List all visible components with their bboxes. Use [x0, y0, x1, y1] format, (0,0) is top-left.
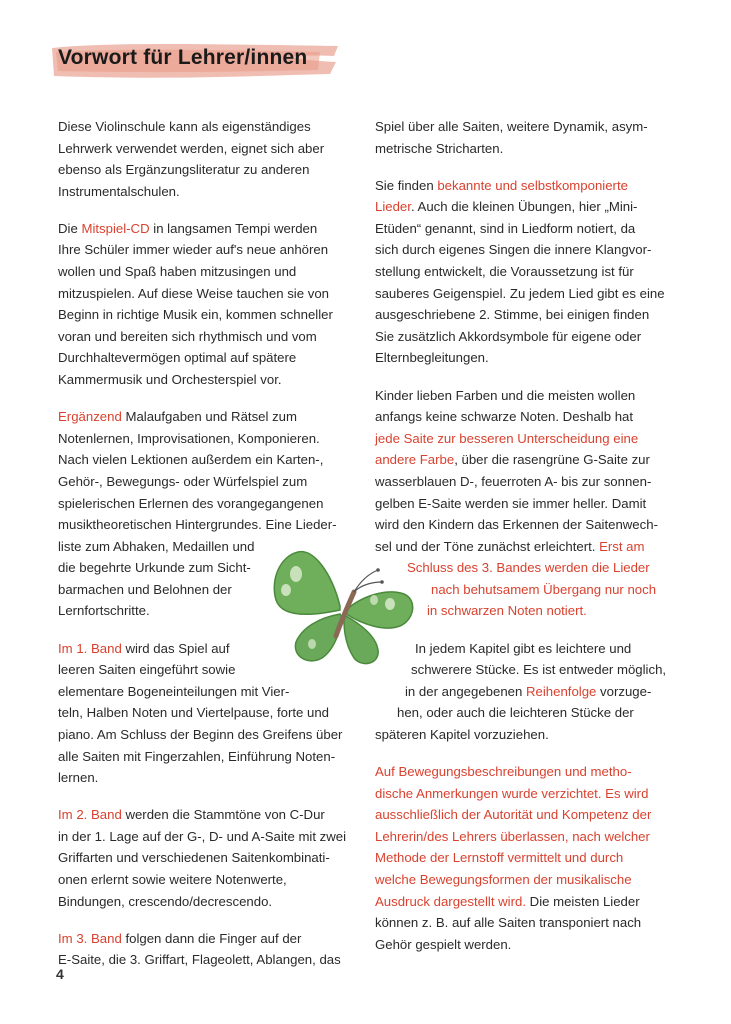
highlight-erst-am: Erst am [599, 538, 645, 554]
highlight-andere-farbe: andere Farbe [375, 452, 455, 468]
highlight-band-2: Im 2. Band [58, 807, 122, 823]
paragraph-cd: Die Mitspiel-CD in langsamen Tempi werden Ihre Schüler immer wieder auf's neue anhören wollen und Spaß haben mitzusingen und mitzuspielen. Auf diese Weise tauchen sie von Beginn in richtige Musik ein, kommen schneller voran und bereiten sich rhythmisch und vom Durchhaltevermögen optimal auf spätere Kammermusik und Orchesterspiel vor. [58, 220, 333, 388]
highlight-ergaenzend: Ergänzend [58, 409, 122, 425]
highlight-bekannte: bekannte und selbstkomponierte [437, 177, 628, 193]
paragraph-kapitel: In jedem Kapitel gibt es leichtere und schwerere Stücke. Es ist entweder möglich, in der angegebenen Reihenfolge vorzuge- hen, oder auch die leichteren Stücke der späteren Kapitel vorzuziehen. [375, 640, 667, 742]
butterfly-illustration [262, 544, 422, 672]
highlight-band-3: Im 3. Band [58, 930, 122, 946]
page-number: 4 [56, 966, 64, 982]
paragraph-farben: Kinder lieben Farben und die meisten wollen anfangs keine schwarze Noten. Deshalb hat jede Saite zur besseren Unterscheidung eine andere Farbe, über die rasengrüne G-Saite zur wasserblauen D-, feuerroten A- bis zur sonnen- gelben E-Saite werden sie immer heller. Damit wird den Kindern das Erkennen der Saitenwech- sel und der Töne zunächst erleichtert. Erst am Schluss des 3. Bandes werden die Lieder nach behutsamem Übergang nur noch in schwarzen Noten notiert. [375, 385, 675, 623]
paragraph-continuation: Spiel über alle Saiten, weitere Dynamik, asym- metrische Stricharten. [375, 119, 648, 156]
page-title: Vorwort für Lehrer/innen [58, 46, 308, 69]
paragraph-bewegung: Auf Bewegungsbeschreibungen und metho- dische Anmerkungen wurde verzichtet. Es wird ausschließlich der Autorität und Kompetenz der Lehrerin/des Lehrers überlassen, nach welcher Methode der Lernstoff vermittelt und durch welche Bewegungsformen der musikalische Ausdruck dargestellt wird. Die meisten Lieder können z. B. auf alle Saiten transponiert nach Gehör gespielt werden. [375, 764, 652, 952]
title-block [50, 40, 340, 82]
paragraph-lieder: Sie finden bekannte und selbstkomponierte Lieder. Auch die kleinen Übungen, hier „Mini- Etüden“ genannt, sind in Liedform notiert, da sich durch eigenes Singen die innere Klangvor- stellung entwickelt, die Voraussetzung ist für sauberes Geigenspiel. Zu jedem Lied gibt es eine ausgeschriebene 2. Stimme, bei einigen finden Sie zusätzlich Akkordsymbole für eigene oder Elternbegleitungen. [375, 177, 665, 366]
highlight-mitspiel-cd: Mitspiel-CD [81, 220, 150, 236]
highlight-lieder: Lieder [375, 199, 411, 215]
paragraph-band-3: Im 3. Band folgen dann die Finger auf der E-Saite, die 3. Griffart, Flageolett, Ablangen, das [58, 930, 341, 968]
highlight-reihenfolge: Reihenfolge [526, 683, 597, 699]
paragraph-band-2: Im 2. Band werden die Stammtöne von C-Dur in der 1. Lage auf der G-, D- und A-Saite mit zwei Griffarten und verschiedenen Saitenkombinati- onen erlernt sowie weitere Notenwerte, Bindungen, crescendo/decrescendo. [58, 807, 347, 909]
paragraph-band-1: Im 1. Band wird das Spiel auf leeren Saiten eingeführt sowie elementare Bogeneinteilungen mit Vier- teln, Halben Noten und Viertelpause, forte und piano. Am Schluss der Beginn des Greifens über alle Saiten mit Fingerzahlen, Einführung Noten- lernen. [58, 640, 343, 786]
paragraph-intro: Diese Violinschule kann als eigenständiges Lehrwerk verwendet werden, eignet sich aber ebenso als Ergänzungsliteratur zu anderen Instrumentalschulen. [58, 119, 325, 199]
paragraph-ergaenzend: Ergänzend Malaufgaben und Rätsel zum Notenlernen, Improvisationen, Komponieren. Nach vielen Lektionen außerdem ein Karten-, Gehör-, Bewegungs- oder Würfelspiel zum spielerischen Erlernen des vorangegangenen musiktheoretischen Hintergrundes. Eine Lieder- liste zum Abhaken, Medaillen und die begehrte Urkunde zum Sicht- barmachen und Belohnen der Lernfortschritte. [58, 409, 337, 619]
highlight-jede-saite: jede Saite zur besseren Unterscheidung eine [375, 430, 639, 446]
highlight-band-1: Im 1. Band [58, 640, 122, 656]
